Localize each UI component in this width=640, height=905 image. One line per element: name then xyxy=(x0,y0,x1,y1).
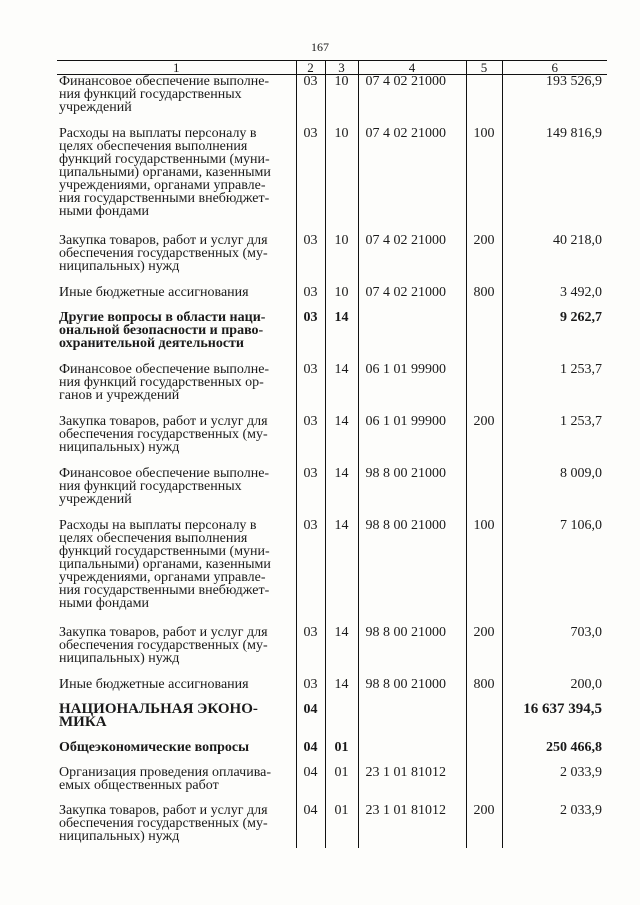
label-line: учреждений xyxy=(59,492,132,507)
label-line: целях обеспечения выполнения xyxy=(59,531,248,546)
table-row xyxy=(57,286,607,311)
column-header-6: 6 xyxy=(502,61,607,75)
table-row xyxy=(57,415,607,467)
label-line: ниципальных) нужд xyxy=(59,440,180,455)
target-article-code: 07 4 02 21000 xyxy=(358,127,466,234)
budget-table-wrapper xyxy=(57,60,607,905)
target-article-code: 07 4 02 21000 xyxy=(358,286,466,311)
subsection-code: 14 xyxy=(325,363,358,415)
subsection-code: 14 xyxy=(325,678,358,703)
amount: 193 526,9 xyxy=(502,75,607,128)
amount: 9 262,7 xyxy=(502,311,607,363)
subsection-code: 14 xyxy=(325,519,358,626)
expense-type-code xyxy=(466,311,502,363)
target-article-code: 23 1 01 81012 xyxy=(358,766,466,804)
table-row xyxy=(57,804,607,848)
table-row xyxy=(57,766,607,804)
amount: 2 033,9 xyxy=(502,804,607,848)
expense-type-code xyxy=(466,703,502,741)
label-line: ниципальных) нужд xyxy=(59,651,180,666)
subsection-code: 14 xyxy=(325,467,358,519)
table-row xyxy=(57,626,607,678)
row-label xyxy=(57,766,296,804)
page-number: 167 xyxy=(311,40,329,54)
row-label xyxy=(57,703,296,741)
table-row xyxy=(57,467,607,519)
target-article-code: 06 1 01 99900 xyxy=(358,363,466,415)
label-line: Организация проведения оплачива- xyxy=(59,766,271,780)
target-article-code: 98 8 00 21000 xyxy=(358,467,466,519)
expense-type-code xyxy=(466,467,502,519)
table-row xyxy=(57,75,607,128)
expense-type-code: 100 xyxy=(466,519,502,626)
amount: 2 033,9 xyxy=(502,766,607,804)
label-line: ниципальных) нужд xyxy=(59,259,180,274)
subsection-code: 10 xyxy=(325,75,358,128)
table-row xyxy=(57,519,607,626)
section-code: 03 xyxy=(296,234,325,286)
label-line: Расходы на выплаты персоналу в xyxy=(59,519,257,533)
label-line: Общеэкономические вопросы xyxy=(59,741,250,755)
section-code: 03 xyxy=(296,467,325,519)
amount: 8 009,0 xyxy=(502,467,607,519)
table-row xyxy=(57,234,607,286)
budget-table xyxy=(57,60,607,848)
amount: 16 637 394,5 xyxy=(502,703,607,741)
label-line: ными фондами xyxy=(59,596,150,611)
expense-type-code xyxy=(466,741,502,766)
label-line: целях обеспечения выполнения xyxy=(59,139,248,154)
target-article-code: 98 8 00 21000 xyxy=(358,519,466,626)
label-line: Закупка товаров, работ и услуг для xyxy=(59,234,268,248)
label-line: Финансовое обеспечение выполне- xyxy=(59,467,270,481)
label-line: Закупка товаров, работ и услуг для xyxy=(59,626,268,640)
label-line: Финансовое обеспечение выполне- xyxy=(59,74,270,89)
label-line: ния функций государственных ор- xyxy=(59,375,264,390)
table-row xyxy=(57,678,607,703)
expense-type-code xyxy=(466,363,502,415)
label-line: учреждений xyxy=(59,100,132,115)
amount: 703,0 xyxy=(502,626,607,678)
label-line: ганов и учреждений xyxy=(59,388,180,403)
subsection-code xyxy=(325,703,358,741)
label-line: ния функций государственных xyxy=(59,87,242,102)
row-label xyxy=(57,804,296,848)
section-code: 03 xyxy=(296,286,325,311)
subsection-code: 01 xyxy=(325,741,358,766)
row-label xyxy=(57,311,296,363)
amount: 250 466,8 xyxy=(502,741,607,766)
amount: 3 492,0 xyxy=(502,286,607,311)
target-article-code xyxy=(358,703,466,741)
label-line: ональной безопасности и право- xyxy=(59,323,264,338)
column-header-5: 5 xyxy=(466,61,502,75)
section-code: 03 xyxy=(296,127,325,234)
table-row-subtotal xyxy=(57,741,607,766)
target-article-code: 07 4 02 21000 xyxy=(358,234,466,286)
expense-type-code xyxy=(466,75,502,128)
section-code: 03 xyxy=(296,626,325,678)
table-row xyxy=(57,363,607,415)
subsection-code: 10 xyxy=(325,234,358,286)
label-line: обеспечения государственных (му- xyxy=(59,427,268,442)
subsection-code: 14 xyxy=(325,626,358,678)
row-label xyxy=(57,519,296,626)
target-article-code: 23 1 01 81012 xyxy=(358,804,466,848)
amount: 7 106,0 xyxy=(502,519,607,626)
row-label xyxy=(57,234,296,286)
expense-type-code: 800 xyxy=(466,678,502,703)
row-label xyxy=(57,75,296,128)
section-code: 04 xyxy=(296,741,325,766)
row-label xyxy=(57,415,296,467)
amount: 1 253,7 xyxy=(502,415,607,467)
label-line: ципальными) органами, казенными xyxy=(59,557,271,572)
row-label xyxy=(57,678,296,703)
expense-type-code: 200 xyxy=(466,626,502,678)
expense-type-code: 800 xyxy=(466,286,502,311)
label-line: ниципальных) нужд xyxy=(59,829,180,844)
column-header-1: 1 xyxy=(57,61,296,75)
table-row-section xyxy=(57,703,607,741)
target-article-code: 06 1 01 99900 xyxy=(358,415,466,467)
amount: 149 816,9 xyxy=(502,127,607,234)
amount: 200,0 xyxy=(502,678,607,703)
header-row xyxy=(57,61,607,75)
label-line: МИКА xyxy=(59,714,107,730)
label-line: Закупка товаров, работ и услуг для xyxy=(59,804,268,818)
target-article-code xyxy=(358,311,466,363)
label-line: ния государственными внебюджет- xyxy=(59,191,270,206)
subsection-code: 10 xyxy=(325,286,358,311)
label-line: ными фондами xyxy=(59,204,150,219)
column-header-3: 3 xyxy=(325,61,358,75)
label-line: обеспечения государственных (му- xyxy=(59,638,268,653)
subsection-code: 10 xyxy=(325,127,358,234)
table-row xyxy=(57,127,607,234)
section-code: 03 xyxy=(296,311,325,363)
label-line: ния функций государственных xyxy=(59,479,242,494)
section-code: 03 xyxy=(296,415,325,467)
section-code: 04 xyxy=(296,766,325,804)
label-line: НАЦИОНАЛЬНАЯ ЭКОНО- xyxy=(59,703,258,717)
label-line: Закупка товаров, работ и услуг для xyxy=(59,415,268,429)
label-line: учреждениями, органами управле- xyxy=(59,570,266,585)
section-code: 04 xyxy=(296,804,325,848)
section-code: 03 xyxy=(296,363,325,415)
label-line: охранительной деятельности xyxy=(59,336,244,351)
amount: 1 253,7 xyxy=(502,363,607,415)
section-code: 03 xyxy=(296,678,325,703)
label-line: емых общественных работ xyxy=(59,778,219,793)
label-line: Расходы на выплаты персоналу в xyxy=(59,127,257,141)
expense-type-code: 100 xyxy=(466,127,502,234)
label-line: Другие вопросы в области наци- xyxy=(59,311,266,325)
subsection-code: 01 xyxy=(325,766,358,804)
target-article-code: 98 8 00 21000 xyxy=(358,626,466,678)
expense-type-code: 200 xyxy=(466,234,502,286)
amount: 40 218,0 xyxy=(502,234,607,286)
label-line: ципальными) органами, казенными xyxy=(59,165,271,180)
expense-type-code xyxy=(466,766,502,804)
subsection-code: 14 xyxy=(325,311,358,363)
label-line: ния государственными внебюджет- xyxy=(59,583,270,598)
label-line: Иные бюджетные ассигнования xyxy=(59,678,249,692)
label-line: обеспечения государственных (му- xyxy=(59,246,268,261)
row-label xyxy=(57,467,296,519)
section-code: 04 xyxy=(296,703,325,741)
section-code: 03 xyxy=(296,75,325,128)
expense-type-code: 200 xyxy=(466,415,502,467)
row-label xyxy=(57,741,296,766)
subsection-code: 01 xyxy=(325,804,358,848)
row-label xyxy=(57,626,296,678)
label-line: Финансовое обеспечение выполне- xyxy=(59,363,270,377)
target-article-code: 07 4 02 21000 xyxy=(358,75,466,128)
row-label xyxy=(57,127,296,234)
label-line: учреждениями, органами управле- xyxy=(59,178,266,193)
column-header-2: 2 xyxy=(296,61,325,75)
column-header-4: 4 xyxy=(358,61,466,75)
table-row-subtotal xyxy=(57,311,607,363)
section-code: 03 xyxy=(296,519,325,626)
row-label xyxy=(57,286,296,311)
target-article-code xyxy=(358,741,466,766)
label-line: Иные бюджетные ассигнования xyxy=(59,286,249,300)
target-article-code: 98 8 00 21000 xyxy=(358,678,466,703)
subsection-code: 14 xyxy=(325,415,358,467)
label-line: функций государственными (муни- xyxy=(59,544,270,559)
expense-type-code: 200 xyxy=(466,804,502,848)
row-label xyxy=(57,363,296,415)
label-line: обеспечения государственных (му- xyxy=(59,816,268,831)
label-line: функций государственными (муни- xyxy=(59,152,270,167)
